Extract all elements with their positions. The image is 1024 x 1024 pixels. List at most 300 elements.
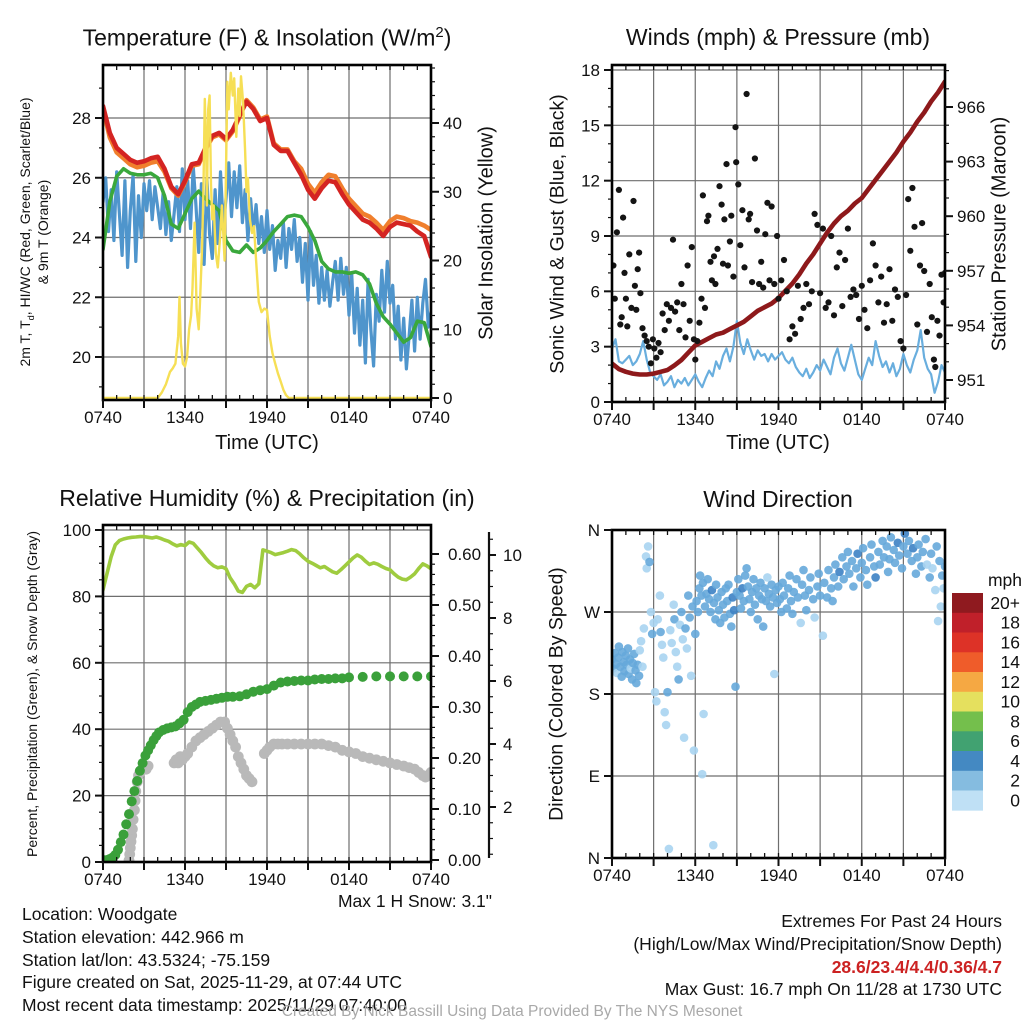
wind-direction-dot xyxy=(703,575,712,584)
extremes-title: Extremes For Past 24 Hours xyxy=(781,911,1002,931)
gust-dot xyxy=(655,340,661,346)
wind-direction-dot xyxy=(871,573,880,582)
gust-dot xyxy=(936,333,942,339)
colorbar-label: 18 xyxy=(1000,612,1020,633)
gust-dot xyxy=(778,277,784,283)
ylabel-temp-left-sub: d xyxy=(25,315,36,321)
wind-direction-dot xyxy=(859,544,868,553)
wind-direction-dot xyxy=(662,721,671,730)
chart-winds-pressure xyxy=(581,61,985,429)
max-gust: Max Gust: 16.7 mph On 11/28 at 1730 UTC xyxy=(664,979,1002,1000)
gust-dot xyxy=(646,344,652,350)
gust-dot xyxy=(696,320,702,326)
gust-dot xyxy=(787,336,793,342)
direction-tick-label: S xyxy=(588,685,600,704)
snow-tick-label: 6 xyxy=(503,672,513,691)
gust-dot xyxy=(762,231,768,237)
wind-direction-dot xyxy=(931,586,940,595)
y-tick-label: 28 xyxy=(72,109,91,128)
gust-dot xyxy=(895,294,901,300)
xlabel-wind-chart: Time (UTC) xyxy=(726,432,830,454)
wind-direction-dot xyxy=(706,608,715,617)
wind-direction-dot xyxy=(677,608,686,617)
gust-dot xyxy=(898,338,904,344)
precip-tick-label: 0.10 xyxy=(448,800,482,819)
wind-direction-dot xyxy=(665,845,674,854)
x-tick-label: 0740 xyxy=(593,866,631,885)
colorbar-segment xyxy=(952,712,983,732)
precip-dot xyxy=(127,796,137,806)
wind-direction-dot xyxy=(741,571,750,580)
wind-direction-dot xyxy=(660,708,669,717)
ylabel-insolation-right: Solar Insolation (Yellow) xyxy=(475,126,498,340)
gust-dot xyxy=(727,238,733,244)
direction-tick-label: N xyxy=(587,521,600,540)
x-tick-label: 0740 xyxy=(926,410,964,429)
wind-direction-dot xyxy=(680,733,689,742)
title-temp-main: Temperature (F) & Insolation (W/m xyxy=(82,24,436,51)
gust-dot xyxy=(744,91,750,97)
gust-dot xyxy=(632,283,638,289)
precip-tick-label: 0.00 xyxy=(448,851,482,870)
precip-dot xyxy=(119,830,129,840)
y-tick-label: 966 xyxy=(957,98,986,117)
gust-dot xyxy=(687,318,693,324)
gust-dot xyxy=(714,246,720,252)
gust-dot xyxy=(616,187,622,193)
wind-direction-dot xyxy=(925,573,934,582)
gust-dot xyxy=(892,286,898,292)
colorbar-segment xyxy=(952,731,983,751)
wind-direction-dot xyxy=(796,619,805,628)
title-temp-sup: 2 xyxy=(435,24,444,41)
wind-direction-dot xyxy=(751,600,760,609)
wind-direction-dot xyxy=(679,635,688,644)
gust-dot xyxy=(732,124,738,130)
gust-dot xyxy=(619,314,625,320)
colorbar-label: 16 xyxy=(1000,632,1020,653)
gust-dot xyxy=(781,257,787,263)
gust-dot xyxy=(666,318,672,324)
gust-dot xyxy=(680,301,686,307)
wind-direction-dot xyxy=(770,670,779,679)
x-tick-label: 1940 xyxy=(248,870,286,889)
gust-dot xyxy=(881,320,887,326)
precip-tick-label: 0.20 xyxy=(448,749,482,768)
gust-dot xyxy=(630,198,636,204)
gust-dot xyxy=(831,312,837,318)
wind-direction-dot xyxy=(699,710,708,719)
y-tick-label: 60 xyxy=(72,653,91,673)
gust-dot xyxy=(820,226,826,232)
wind-direction-dot xyxy=(887,533,896,542)
wind-direction-dot xyxy=(912,569,921,578)
y-tick-label: 6 xyxy=(590,282,600,302)
gust-dot xyxy=(760,285,766,291)
gust-dot xyxy=(792,331,798,337)
wind-direction-dot xyxy=(694,608,703,617)
title-temp-end: ) xyxy=(443,24,452,51)
colorbar-label: 12 xyxy=(1000,671,1020,692)
precip-dot xyxy=(371,671,381,681)
colorbar-label: 8 xyxy=(1010,711,1020,732)
gust-dot xyxy=(747,211,753,217)
gust-dot xyxy=(803,281,809,287)
wind-direction-dot xyxy=(799,566,808,575)
wind-direction-dot xyxy=(691,630,700,639)
wind-direction-dot xyxy=(712,580,721,589)
x-tick-label: 1340 xyxy=(676,410,715,429)
wind-direction-dot xyxy=(673,662,682,671)
gust-dot xyxy=(842,257,848,263)
wind-direction-dot xyxy=(862,566,871,575)
wind-direction-dot xyxy=(684,591,693,600)
wind-direction-dot xyxy=(636,646,645,655)
gust-dot xyxy=(903,292,909,298)
y-tick-label: 100 xyxy=(62,521,91,540)
wind-direction-dot xyxy=(866,553,875,562)
wind-direction-dot xyxy=(640,624,649,633)
x-tick-label: 1340 xyxy=(166,870,204,889)
direction-tick-label: W xyxy=(583,603,600,622)
gust-dot xyxy=(694,338,700,344)
gust-dot xyxy=(856,316,862,322)
gust-dot xyxy=(917,262,923,268)
wind-direction-dot xyxy=(831,560,840,569)
gust-dot xyxy=(624,323,630,329)
x-tick-label: 0740 xyxy=(412,408,450,427)
wind-direction-dot xyxy=(731,682,740,691)
snow-tick-label: 10 xyxy=(503,546,522,565)
ylabel-temp-left-a: 2m T, T xyxy=(17,320,34,367)
gust-dot xyxy=(621,270,627,276)
gust-dot xyxy=(692,357,698,363)
gust-dot xyxy=(674,299,680,305)
gust-dot xyxy=(635,266,641,272)
y-tick-label: 30 xyxy=(443,182,462,202)
wind-direction-dot xyxy=(672,648,681,657)
snow-tick-label: 2 xyxy=(503,798,513,817)
wind-direction-dot xyxy=(780,591,789,600)
colorbar-label: 6 xyxy=(1010,731,1020,752)
gust-dot xyxy=(678,281,684,287)
precip-tick-label: 0.50 xyxy=(448,596,482,615)
gust-dot xyxy=(741,264,747,270)
gust-dot xyxy=(784,288,790,294)
precip-dot xyxy=(399,671,409,681)
gust-dot xyxy=(839,303,845,309)
wind-direction-dot xyxy=(824,566,833,575)
y-tick-label: 40 xyxy=(72,720,91,740)
gust-dot xyxy=(737,242,743,248)
gust-dot xyxy=(614,229,620,235)
extremes-values: 28.6/23.4/4.4/0.36/4.7 xyxy=(831,956,1002,977)
gust-dot xyxy=(637,290,643,296)
station-location: Location: Woodgate xyxy=(22,904,178,924)
x-tick-label: 0740 xyxy=(84,870,122,889)
y-tick-label: 24 xyxy=(72,228,91,248)
y-tick-label: 18 xyxy=(581,61,600,80)
gust-dot xyxy=(921,268,927,274)
gust-dot xyxy=(932,364,938,370)
wind-direction-dot xyxy=(685,613,694,622)
gust-dot xyxy=(719,202,725,208)
gust-dot xyxy=(707,259,713,265)
gust-dot xyxy=(834,264,840,270)
gust-dot xyxy=(716,183,722,189)
chart-rh-precip xyxy=(63,521,522,889)
gust-dot xyxy=(878,274,884,280)
precip-tick-label: 0.40 xyxy=(448,647,482,666)
y-tick-label: 960 xyxy=(957,207,986,227)
gust-dot xyxy=(823,305,829,311)
gust-dot xyxy=(817,290,823,296)
wind-direction-dot xyxy=(905,537,914,546)
gust-dot xyxy=(633,307,639,313)
gust-dot xyxy=(929,314,935,320)
chart-wind-direction xyxy=(584,521,1022,885)
y-tick-label: 22 xyxy=(72,288,91,308)
gust-dot xyxy=(814,222,820,228)
gust-dot xyxy=(705,213,711,219)
colorbar-segment xyxy=(952,692,983,712)
gust-dot xyxy=(789,323,795,329)
gust-dot xyxy=(914,321,920,327)
wind-direction-dot xyxy=(663,688,672,697)
title-temperature-insolation xyxy=(83,24,452,52)
gust-dot xyxy=(639,325,645,331)
x-tick-label: 0140 xyxy=(330,870,368,889)
y-tick-label: 957 xyxy=(957,261,986,281)
y-tick-label: 80 xyxy=(72,587,91,607)
gust-dot xyxy=(682,334,688,340)
x-tick-label: 0140 xyxy=(842,410,881,429)
gust-dot xyxy=(798,316,804,322)
title-wind-direction: Wind Direction xyxy=(703,486,853,512)
wind-direction-dot xyxy=(674,675,683,684)
precip-dot xyxy=(358,672,368,682)
gust-dot xyxy=(623,296,629,302)
gust-dot xyxy=(648,360,654,366)
wind-direction-dot xyxy=(753,615,762,624)
x-tick-label: 1340 xyxy=(676,866,715,885)
xlabel-temp-chart: Time (UTC) xyxy=(215,432,319,454)
gust-dot xyxy=(795,283,801,289)
wind-direction-dot xyxy=(667,639,676,648)
gust-dot xyxy=(662,327,668,333)
wind-direction-dot xyxy=(805,586,814,595)
wind-direction-dot xyxy=(810,613,819,622)
gust-dot xyxy=(919,220,925,226)
wind-direction-dot xyxy=(709,841,718,850)
wind-direction-dot xyxy=(651,688,660,697)
gust-dot xyxy=(739,207,745,213)
x-tick-label: 0740 xyxy=(593,410,631,429)
precip-tick-label: 0.30 xyxy=(448,698,482,717)
ylabel-direction-left: Direction (Colored By Speed) xyxy=(545,567,568,821)
wind-direction-dot xyxy=(867,540,876,549)
figure-created: Figure created on Sat, 2025-11-29, at 07:44 UTC xyxy=(22,972,403,993)
wind-direction-dot xyxy=(863,580,872,589)
precip-dot xyxy=(129,786,139,796)
colorbar-segment xyxy=(952,751,983,771)
gust-dot xyxy=(685,262,691,268)
y-tick-label: 0 xyxy=(443,389,453,408)
gust-dot xyxy=(861,307,867,313)
wind-direction-dot xyxy=(638,662,647,671)
gust-dot xyxy=(746,216,752,222)
wind-direction-dot xyxy=(645,558,654,567)
gust-dot xyxy=(702,305,708,311)
wind-direction-dot xyxy=(669,600,678,609)
wind-direction-dot xyxy=(876,560,885,569)
gust-dot xyxy=(758,259,764,265)
station-elevation: Station elevation: 442.966 m xyxy=(22,926,244,947)
wind-direction-dot xyxy=(819,631,828,640)
gust-dot xyxy=(800,305,806,311)
colorbar-segment xyxy=(952,672,983,692)
wind-direction-dot xyxy=(848,557,857,566)
max-snow-annotation: Max 1 H Snow: 3.1" xyxy=(337,891,492,911)
wind-direction-dot xyxy=(742,564,751,573)
gust-dot xyxy=(931,357,937,363)
y-tick-label: 12 xyxy=(581,171,600,191)
gust-dot xyxy=(672,309,678,315)
gust-dot xyxy=(712,281,718,287)
gust-dot xyxy=(806,301,812,307)
gust-dot xyxy=(658,349,664,355)
credit-line: Created By Nick Bassill Using Data Provided By The NYS Mesonet xyxy=(281,1003,743,1020)
colorbar-label: 2 xyxy=(1010,770,1020,791)
y-tick-label: 10 xyxy=(443,320,462,340)
gust-dot xyxy=(723,161,729,167)
wind-direction-dot xyxy=(659,653,668,662)
snow-tick-label: 4 xyxy=(503,735,513,754)
gust-dot xyxy=(867,277,873,283)
ylabel-temp-left-b: , HI/WC (Red, Green, Scarlet/Blue) xyxy=(17,97,34,316)
gust-dot xyxy=(721,216,727,222)
gust-dot xyxy=(907,248,913,254)
y-tick-label: 951 xyxy=(957,371,986,390)
gust-dot xyxy=(642,333,648,339)
wind-direction-dot xyxy=(635,672,644,681)
gust-dot xyxy=(836,250,842,256)
wind-direction-dot xyxy=(884,568,893,577)
gust-dot xyxy=(825,299,831,305)
wind-direction-dot xyxy=(759,622,768,631)
wind-direction-dot xyxy=(806,573,815,582)
gust-dot xyxy=(733,159,739,165)
precip-tick-label: 0.60 xyxy=(448,545,482,564)
snow-depth-dot xyxy=(247,776,258,787)
gust-dot xyxy=(924,329,930,335)
wind-direction-dot xyxy=(698,770,707,779)
gust-dot xyxy=(884,301,890,307)
ylabel-temp-left-line2: & 9m T (Orange) xyxy=(35,179,52,285)
gust-dot xyxy=(812,211,818,217)
y-tick-label: 3 xyxy=(590,337,600,357)
gust-dot xyxy=(774,233,780,239)
precip-dot xyxy=(124,809,134,819)
gust-dot xyxy=(728,213,734,219)
wind-direction-dot xyxy=(798,580,807,589)
gust-dot xyxy=(873,262,879,268)
gust-dot xyxy=(752,155,758,161)
gust-dot xyxy=(653,355,659,361)
y-tick-label: 0 xyxy=(590,393,600,412)
station-latlon: Station lat/lon: 43.5324; -75.159 xyxy=(22,949,271,970)
wind-direction-dot xyxy=(666,626,675,635)
x-tick-label: 1340 xyxy=(166,408,204,427)
gust-dot xyxy=(859,283,865,289)
y-tick-label: 20 xyxy=(72,348,91,367)
ylabel-temp-left xyxy=(18,97,52,366)
gust-dot xyxy=(698,296,704,302)
wind-direction-dot xyxy=(820,579,829,588)
gust-dot xyxy=(853,292,859,298)
wind-direction-dot xyxy=(932,542,941,551)
wind-direction-dot xyxy=(919,548,928,557)
wind-direction-dot xyxy=(687,672,696,681)
wind-direction-dot xyxy=(939,584,948,593)
x-tick-label: 1940 xyxy=(759,866,798,885)
station-info-block xyxy=(22,903,407,1017)
wind-direction-dot xyxy=(802,606,811,615)
precip-dot xyxy=(385,671,395,681)
precip-dot xyxy=(412,671,422,681)
y-tick-label: 15 xyxy=(581,116,600,136)
y-tick-label: 40 xyxy=(443,114,462,133)
x-tick-label: 0140 xyxy=(330,408,368,427)
gust-dot xyxy=(870,240,876,246)
gust-dot xyxy=(636,250,642,256)
wind-direction-dot xyxy=(658,641,667,650)
wind-direction-dot xyxy=(681,624,690,633)
gust-dot xyxy=(905,196,911,202)
wind-direction-dot xyxy=(814,569,823,578)
title-rh-precip: Relative Humidity (%) & Precipitation (in) xyxy=(59,485,475,511)
gust-dot xyxy=(735,181,741,187)
wind-direction-dot xyxy=(683,644,692,653)
gust-dot xyxy=(626,251,632,257)
gust-dot xyxy=(848,294,854,300)
wind-direction-dot xyxy=(934,617,943,626)
gust-dot xyxy=(754,227,760,233)
gust-dot xyxy=(725,262,731,268)
gust-dot xyxy=(676,327,682,333)
wind-direction-dot xyxy=(898,564,907,573)
chart-temperature-insolation xyxy=(72,65,462,427)
gust-dot xyxy=(775,296,781,302)
gust-dot xyxy=(730,274,736,280)
gust-dot xyxy=(850,286,856,292)
gust-dot xyxy=(689,244,695,250)
colorbar-segment xyxy=(952,652,983,672)
colorbar-label: 4 xyxy=(1010,750,1020,771)
colorbar-segment xyxy=(952,613,983,633)
colorbar-segment xyxy=(952,771,983,791)
extremes-block xyxy=(633,910,1002,1001)
gust-dot xyxy=(886,266,892,272)
colorbar-label: 10 xyxy=(1000,691,1020,712)
snow-tick-label: 8 xyxy=(503,609,513,628)
wind-direction-dot xyxy=(644,542,653,551)
wind-direction-dot xyxy=(727,622,736,631)
x-tick-label: 1940 xyxy=(248,408,286,427)
precip-dot xyxy=(132,776,142,786)
wind-direction-dot xyxy=(849,582,858,591)
colorbar-segment xyxy=(952,791,983,811)
